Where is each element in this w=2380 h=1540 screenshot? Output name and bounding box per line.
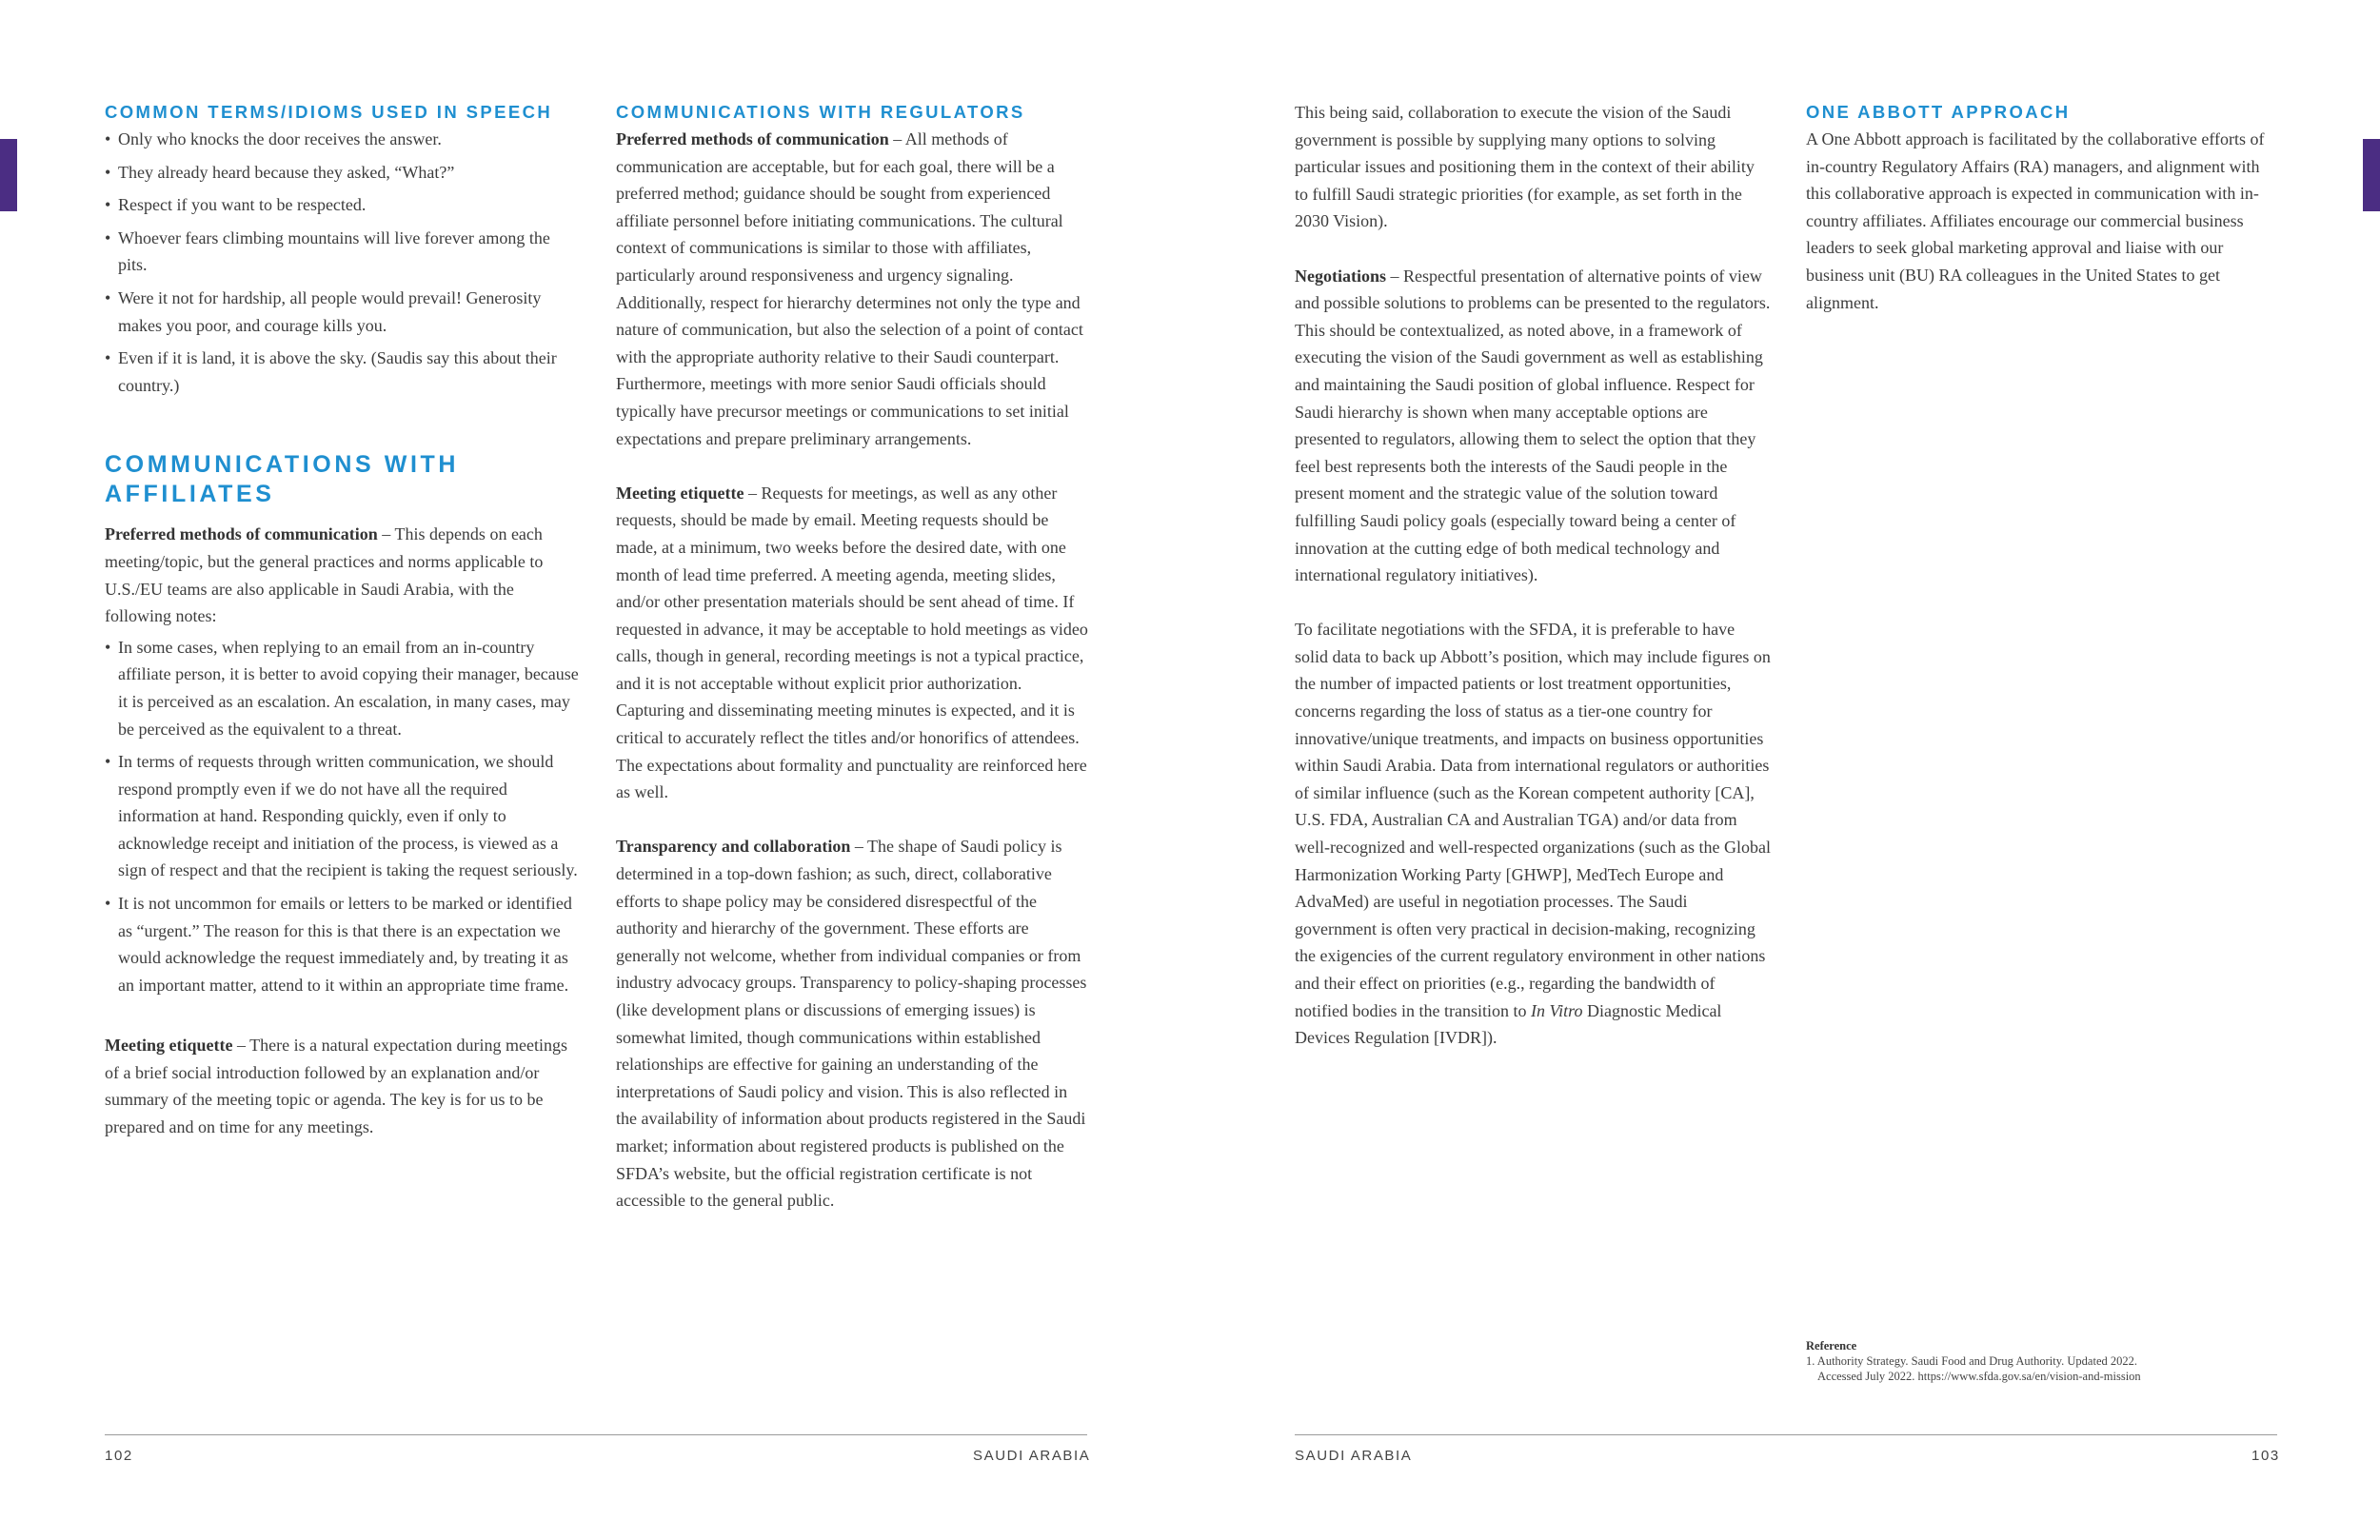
- reference-line-1: 1. Authority Strategy. Saudi Food and Drug Authority. Updated 2022.: [1806, 1354, 2138, 1368]
- list-item: • It is not uncommon for emails or letters to be marked or identified as “urgent.” The reason for this is that there is an expectation we would acknowledge the request immediately and, by treating it as an important matter, attend to it within an appropriate time frame.: [105, 890, 581, 998]
- reference-title: Reference: [1806, 1339, 1857, 1352]
- left-page-column-1: [105, 99, 581, 1140]
- regulators-meeting-text: – Requests for meetings, as well as any other requests, should be made by email. Meeting requests should be made, at a minimum, two weeks before the desired date, with one month of lead time preferred. A meeting agenda, meeting slides, and/or other presentation materials should be sent ahead of time. If requested in advance, it may be acceptable to hold meetings as video calls, though in general, recording meetings is not a typical practice, and it is not acceptable without explicit prior authorization. Capturing and disseminating meeting minutes is expected, and it is critical to accurately reflect the titles and/or honorifics of attendees. The expectations about formality and punctuality are reinforced here as well.: [616, 483, 1088, 802]
- sfda-italic: In Vitro: [1530, 1000, 1583, 1020]
- list-item: • They already heard because they asked, “What?”: [105, 159, 581, 187]
- sfda-text-after: Diagnostic Medical Devices Regulation [IVDR]).: [1295, 1000, 1722, 1048]
- regulators-meeting-lead: Meeting etiquette: [616, 483, 744, 503]
- affiliates-meeting-paragraph: [105, 1032, 581, 1140]
- affiliates-preferred-text: – This depends on each meeting/topic, but the general practices and norms applicable to U.S./EU teams are also applicable in Saudi Arabia, with the following notes:: [105, 524, 544, 626]
- right-page-column-1: [1295, 99, 1771, 1052]
- affiliates-heading: COMMUNICATIONS WITH AFFILIATES: [105, 451, 460, 508]
- affiliates-meeting-lead: Meeting etiquette: [105, 1036, 233, 1056]
- reference-line-2: Accessed July 2022. https://www.sfda.gov.sa/en/vision-and-mission: [1817, 1370, 2141, 1383]
- regulators-heading: COMMUNICATIONS WITH REGULATORS: [616, 102, 1025, 122]
- sfda-paragraph: [1295, 616, 1771, 1052]
- idioms-list: [105, 126, 581, 399]
- regulators-preferred-lead: Preferred methods of communication: [616, 129, 889, 148]
- left-page-column-2: [616, 99, 1092, 1214]
- regulators-preferred-text: – All methods of communication are acceptable, but for each goal, there will be a preferred method; guidance should be sought from experienced affiliate personnel before initiating communications. The cultural context of communications is similar to those with affiliates, particularly around responsiveness and urgency signaling. Additionally, respect for hierarchy determines not only the type and nature of communication, but also the selection of a point of contact with the appropriate authority relative to their Saudi counterpart. Furthermore, meetings with more senior Saudi officials should typically have precursor meetings or communications to set initial expectations and prepare preliminary arrangements.: [616, 129, 1083, 448]
- list-item: • Only who knocks the door receives the answer.: [105, 126, 581, 153]
- regulators-transparency-text: – The shape of Saudi policy is determined in a top-down fashion; as such, direct, collaborative efforts to shape policy may be considered disrespectful of the authority and hierarchy of the government. These efforts are generally not welcome, whether from individual companies or from industry advocacy groups. Transparency to policy-shaping processes (like development plans or discussions of emerging issues) is somewhat limited, though communications within established relationships are effective for gaining an understanding of the interpretations of Saudi policy and vision. This is also reflected in the availability of information about products registered in the Saudi market; information about registered products is published on the SFDA’s website, but the official registration certificate is not accessible to the general public.: [616, 837, 1087, 1211]
- regulators-preferred-paragraph: [616, 126, 1092, 452]
- negotiations-lead: Negotiations: [1295, 266, 1386, 286]
- regulators-meeting-paragraph: [616, 480, 1092, 806]
- sfda-text-before: To facilitate negotiations with the SFDA, it is preferable to have solid data to back up Abbott’s position, which may include figures on the number of impacted patients or lost treatment opportunities, concerns regarding the loss of status as a tier-one country for innovative/unique treatments, and impacts on business opportunities within Saudi Arabia. Data from international regulators or authorities of similar influence (such as the Korean competent authority [CA], U.S. FDA, Australian CA and Australian TGA) and/or data from well-recognized and well-respected organizations (such as the Global Harmonization Working Party [GHWP], MedTech Europe and AdvaMed) are useful in negotiation processes. The Saudi government is often very practical in decision-making, recognizing the exigencies of the current regulatory environment in other nations and their effect on priorities (e.g., regarding the bandwidth of notified bodies in the transition to: [1295, 620, 1771, 1020]
- left-edge-accent-bar: [0, 139, 17, 211]
- left-footer-rule: [105, 1434, 1087, 1435]
- affiliates-meeting-text: – There is a natural expectation during meetings of a brief social introduction followed by an explanation and/or summary of the meeting topic or agenda. The key is for us to be prepared and on time for any meetings.: [105, 1036, 568, 1136]
- right-page-column-2: [1806, 99, 2282, 316]
- regulators-transparency-lead: Transparency and collaboration: [616, 837, 851, 857]
- list-item: • In terms of requests through written communication, we should respond promptly even if we do not have all the required information at hand. Responding quickly, even if only to acknowledge receipt and initiation of the process, is viewed as a sign of respect and that the recipient is taking the request seriously.: [105, 748, 581, 884]
- affiliates-notes-list: [105, 634, 581, 999]
- one-abbott-heading: ONE ABBOTT APPROACH: [1806, 102, 2071, 122]
- left-page-number: 102: [105, 1448, 133, 1464]
- right-running-title: SAUDI ARABIA: [1295, 1448, 1413, 1464]
- affiliates-preferred-lead: Preferred methods of communication: [105, 524, 378, 544]
- right-footer-rule: [1295, 1434, 2277, 1435]
- intro-paragraph: This being said, collaboration to execute the vision of the Saudi government is possible by supplying many options to solving particular issues and positioning them in the context of their ability to fulfill Saudi strategic priorities (for example, as set forth in the 2030 Vision).: [1295, 103, 1755, 231]
- right-page-number: 103: [2251, 1448, 2280, 1464]
- list-item: • Even if it is land, it is above the sky. (Saudis say this about their country.): [105, 345, 581, 399]
- one-abbott-paragraph: A One Abbott approach is facilitated by the collaborative efforts of in-country Regulatory Affairs (RA) managers, and alignment with this collaborative approach is expected in communication with in-country affiliates. Affiliates encourage our commercial business leaders to seek global marketing approval and liaise with our business unit (BU) RA colleagues in the United States to get alignment.: [1806, 129, 2265, 312]
- negotiations-paragraph: [1295, 263, 1771, 589]
- left-running-title: SAUDI ARABIA: [973, 1448, 1091, 1464]
- list-item: • In some cases, when replying to an email from an in-country affiliate person, it is better to avoid copying their manager, because it is perceived as an escalation. An escalation, in many cases, may be perceived as the equivalent to a threat.: [105, 634, 581, 742]
- reference-block: [1806, 1338, 2301, 1384]
- negotiations-text: – Respectful presentation of alternative points of view and possible solutions to problems can be presented to the regulators. This should be contextualized, as noted above, in a framework of executing the vision of the Saudi government as well as establishing and maintaining the Saudi position of global influence. Respect for Saudi hierarchy is shown when many acceptable options are presented to regulators, allowing them to select the option that they feel best represents both the interests of the Saudi people in the present moment and the strategic value of the solution toward fulfilling Saudi policy goals (especially toward being a center of innovation at the cutting edge of both medical technology and international regulatory initiatives).: [1295, 266, 1771, 585]
- list-item: • Whoever fears climbing mountains will live forever among the pits.: [105, 225, 581, 279]
- list-item: • Were it not for hardship, all people would prevail! Generosity makes you poor, and courage kills you.: [105, 285, 581, 339]
- right-edge-accent-bar: [2363, 139, 2380, 211]
- idioms-heading: COMMON TERMS/IDIOMS USED IN SPEECH: [105, 102, 553, 122]
- affiliates-preferred-paragraph: [105, 521, 581, 629]
- regulators-transparency-paragraph: [616, 833, 1092, 1214]
- list-item: • Respect if you want to be respected.: [105, 191, 581, 219]
